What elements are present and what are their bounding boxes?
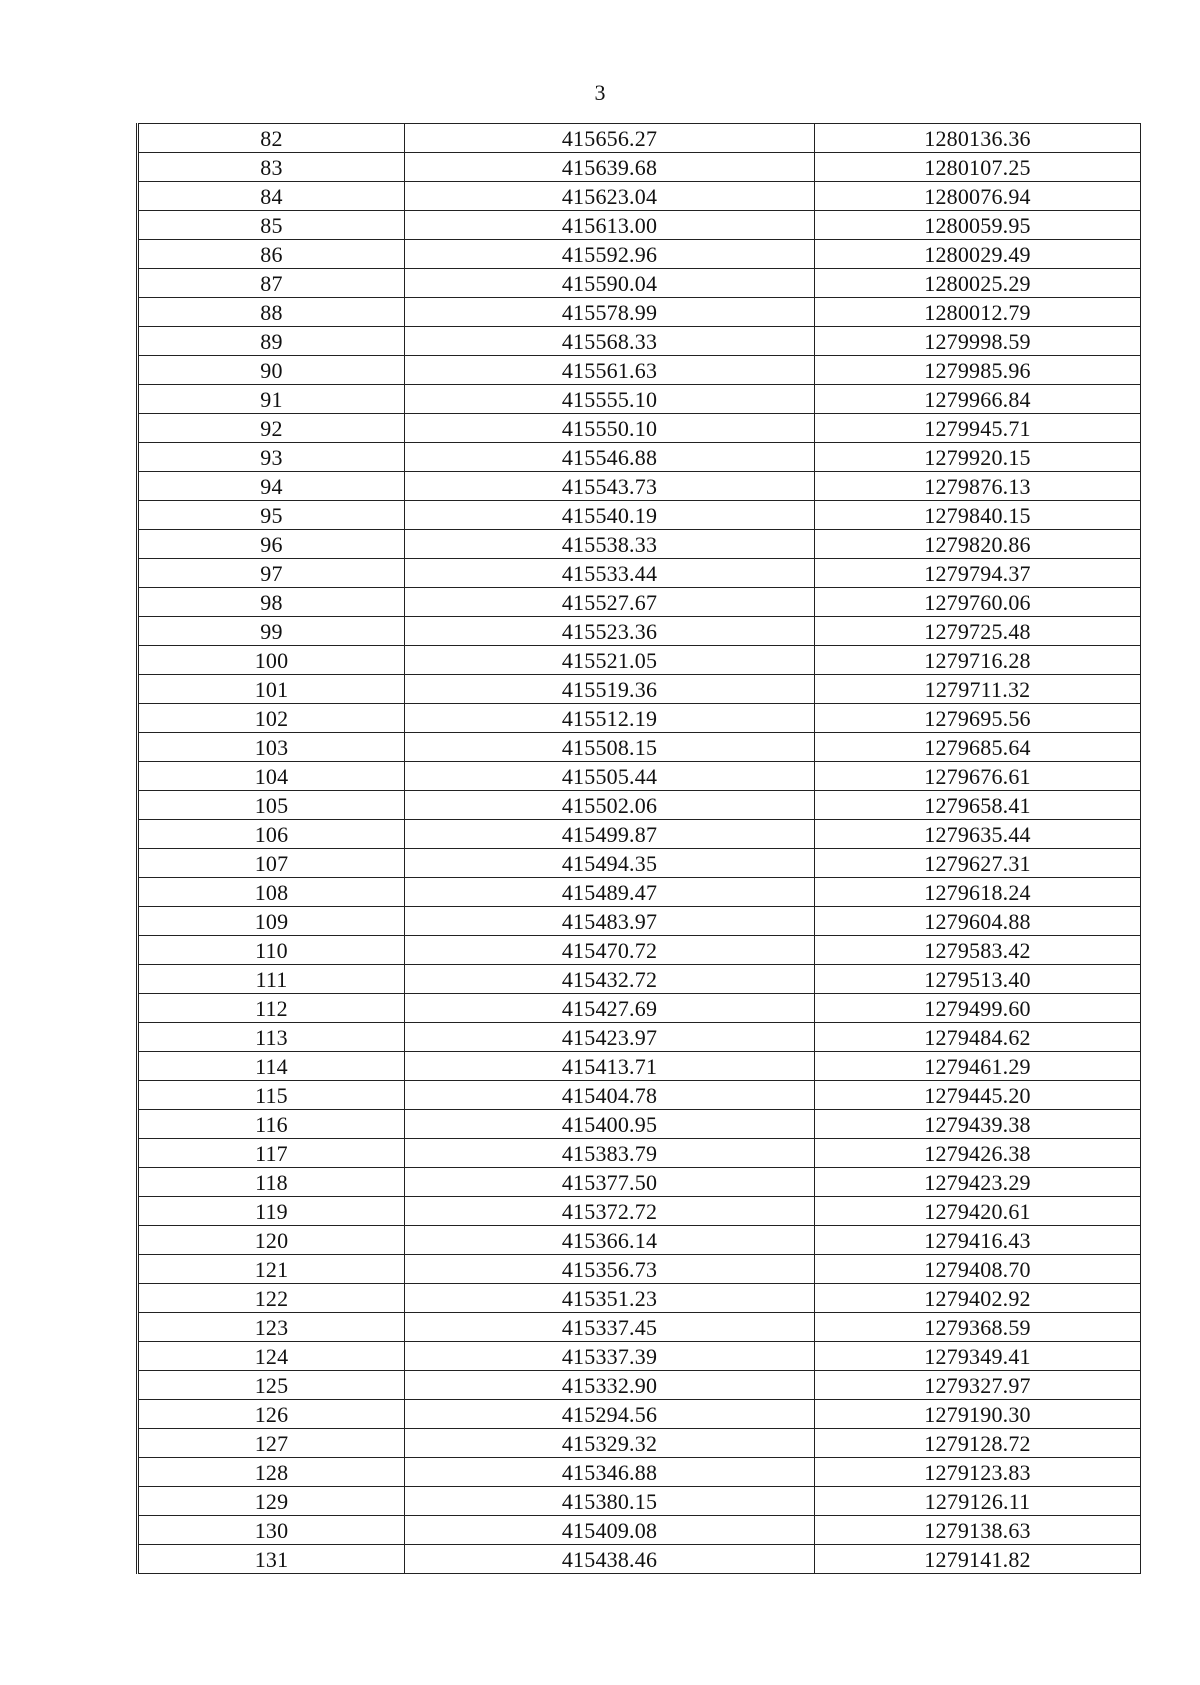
y-coordinate-cell: 1279123.83	[815, 1458, 1141, 1487]
point-number-cell: 83	[138, 153, 405, 182]
point-number-cell: 95	[138, 501, 405, 530]
y-coordinate-cell: 1280025.29	[815, 269, 1141, 298]
point-number-cell: 108	[138, 878, 405, 907]
point-number-cell: 110	[138, 936, 405, 965]
y-coordinate-cell: 1279583.42	[815, 936, 1141, 965]
x-coordinate-cell: 415400.95	[405, 1110, 815, 1139]
y-coordinate-cell: 1279484.62	[815, 1023, 1141, 1052]
y-coordinate-cell: 1279190.30	[815, 1400, 1141, 1429]
x-coordinate-cell: 415523.36	[405, 617, 815, 646]
point-number-cell: 99	[138, 617, 405, 646]
point-number-cell: 109	[138, 907, 405, 936]
table-row	[138, 1197, 1141, 1226]
point-number-cell: 102	[138, 704, 405, 733]
table-row	[138, 849, 1141, 878]
point-number-cell: 130	[138, 1516, 405, 1545]
point-number-cell: 111	[138, 965, 405, 994]
point-number-cell: 90	[138, 356, 405, 385]
point-number-cell: 103	[138, 733, 405, 762]
y-coordinate-cell: 1279618.24	[815, 878, 1141, 907]
x-coordinate-cell: 415332.90	[405, 1371, 815, 1400]
x-coordinate-cell: 415568.33	[405, 327, 815, 356]
table-row	[138, 414, 1141, 443]
point-number-cell: 84	[138, 182, 405, 211]
y-coordinate-cell: 1279420.61	[815, 1197, 1141, 1226]
x-coordinate-cell: 415555.10	[405, 385, 815, 414]
y-coordinate-cell: 1279716.28	[815, 646, 1141, 675]
x-coordinate-cell: 415590.04	[405, 269, 815, 298]
table-row	[138, 1313, 1141, 1342]
point-number-cell: 112	[138, 994, 405, 1023]
table-row	[138, 936, 1141, 965]
x-coordinate-cell: 415502.06	[405, 791, 815, 820]
point-number-cell: 89	[138, 327, 405, 356]
x-coordinate-cell: 415521.05	[405, 646, 815, 675]
x-coordinate-cell: 415413.71	[405, 1052, 815, 1081]
table-body	[138, 124, 1141, 1574]
table-row	[138, 1052, 1141, 1081]
table-row	[138, 1284, 1141, 1313]
y-coordinate-cell: 1279128.72	[815, 1429, 1141, 1458]
table-row	[138, 1516, 1141, 1545]
point-number-cell: 97	[138, 559, 405, 588]
y-coordinate-cell: 1279141.82	[815, 1545, 1141, 1574]
point-number-cell: 118	[138, 1168, 405, 1197]
table-row	[138, 269, 1141, 298]
page-number: 3	[594, 80, 606, 105]
y-coordinate-cell: 1280136.36	[815, 124, 1141, 153]
table-row	[138, 472, 1141, 501]
y-coordinate-cell: 1279876.13	[815, 472, 1141, 501]
x-coordinate-cell: 415423.97	[405, 1023, 815, 1052]
point-number-cell: 125	[138, 1371, 405, 1400]
x-coordinate-cell: 415578.99	[405, 298, 815, 327]
point-number-cell: 82	[138, 124, 405, 153]
point-number-cell: 119	[138, 1197, 405, 1226]
table-row	[138, 820, 1141, 849]
point-number-cell: 87	[138, 269, 405, 298]
table-row	[138, 1081, 1141, 1110]
table-row	[138, 124, 1141, 153]
point-number-cell: 93	[138, 443, 405, 472]
table-row	[138, 791, 1141, 820]
x-coordinate-cell: 415508.15	[405, 733, 815, 762]
point-number-cell: 92	[138, 414, 405, 443]
table-row	[138, 385, 1141, 414]
y-coordinate-cell: 1279408.70	[815, 1255, 1141, 1284]
x-coordinate-cell: 415483.97	[405, 907, 815, 936]
x-coordinate-cell: 415377.50	[405, 1168, 815, 1197]
table-row	[138, 211, 1141, 240]
y-coordinate-cell: 1279685.64	[815, 733, 1141, 762]
point-number-cell: 101	[138, 675, 405, 704]
y-coordinate-cell: 1279840.15	[815, 501, 1141, 530]
table-row	[138, 1429, 1141, 1458]
y-coordinate-cell: 1279439.38	[815, 1110, 1141, 1139]
y-coordinate-cell: 1279513.40	[815, 965, 1141, 994]
y-coordinate-cell: 1279368.59	[815, 1313, 1141, 1342]
table-row	[138, 1255, 1141, 1284]
y-coordinate-cell: 1279423.29	[815, 1168, 1141, 1197]
x-coordinate-cell: 415656.27	[405, 124, 815, 153]
y-coordinate-cell: 1280012.79	[815, 298, 1141, 327]
point-number-cell: 117	[138, 1139, 405, 1168]
point-number-cell: 100	[138, 646, 405, 675]
y-coordinate-cell: 1279327.97	[815, 1371, 1141, 1400]
x-coordinate-cell: 415356.73	[405, 1255, 815, 1284]
x-coordinate-cell: 415527.67	[405, 588, 815, 617]
table-row	[138, 994, 1141, 1023]
table-row	[138, 1023, 1141, 1052]
table-row	[138, 965, 1141, 994]
table-row	[138, 298, 1141, 327]
table-row	[138, 443, 1141, 472]
x-coordinate-cell: 415613.00	[405, 211, 815, 240]
table-row	[138, 1342, 1141, 1371]
table-row	[138, 675, 1141, 704]
x-coordinate-cell: 415546.88	[405, 443, 815, 472]
coordinate-table	[136, 123, 1141, 1574]
table-row	[138, 588, 1141, 617]
y-coordinate-cell: 1279627.31	[815, 849, 1141, 878]
point-number-cell: 129	[138, 1487, 405, 1516]
y-coordinate-cell: 1279126.11	[815, 1487, 1141, 1516]
y-coordinate-cell: 1279349.41	[815, 1342, 1141, 1371]
point-number-cell: 85	[138, 211, 405, 240]
x-coordinate-cell: 415489.47	[405, 878, 815, 907]
y-coordinate-cell: 1279711.32	[815, 675, 1141, 704]
y-coordinate-cell: 1279966.84	[815, 385, 1141, 414]
x-coordinate-cell: 415427.69	[405, 994, 815, 1023]
table-row	[138, 182, 1141, 211]
x-coordinate-cell: 415346.88	[405, 1458, 815, 1487]
table-row	[138, 762, 1141, 791]
x-coordinate-cell: 415372.72	[405, 1197, 815, 1226]
point-number-cell: 96	[138, 530, 405, 559]
y-coordinate-cell: 1279945.71	[815, 414, 1141, 443]
point-number-cell: 88	[138, 298, 405, 327]
x-coordinate-cell: 415538.33	[405, 530, 815, 559]
y-coordinate-cell: 1279794.37	[815, 559, 1141, 588]
x-coordinate-cell: 415438.46	[405, 1545, 815, 1574]
point-number-cell: 116	[138, 1110, 405, 1139]
x-coordinate-cell: 415639.68	[405, 153, 815, 182]
point-number-cell: 128	[138, 1458, 405, 1487]
x-coordinate-cell: 415550.10	[405, 414, 815, 443]
table-row	[138, 1110, 1141, 1139]
table-row	[138, 1371, 1141, 1400]
y-coordinate-cell: 1279416.43	[815, 1226, 1141, 1255]
table-row	[138, 646, 1141, 675]
x-coordinate-cell: 415561.63	[405, 356, 815, 385]
point-number-cell: 114	[138, 1052, 405, 1081]
x-coordinate-cell: 415512.19	[405, 704, 815, 733]
point-number-cell: 107	[138, 849, 405, 878]
table-row	[138, 878, 1141, 907]
point-number-cell: 126	[138, 1400, 405, 1429]
table-row	[138, 1226, 1141, 1255]
x-coordinate-cell: 415432.72	[405, 965, 815, 994]
y-coordinate-cell: 1279499.60	[815, 994, 1141, 1023]
table-row	[138, 1168, 1141, 1197]
table-row	[138, 907, 1141, 936]
y-coordinate-cell: 1279138.63	[815, 1516, 1141, 1545]
point-number-cell: 115	[138, 1081, 405, 1110]
y-coordinate-cell: 1279635.44	[815, 820, 1141, 849]
x-coordinate-cell: 415337.39	[405, 1342, 815, 1371]
table-row	[138, 1139, 1141, 1168]
y-coordinate-cell: 1279426.38	[815, 1139, 1141, 1168]
y-coordinate-cell: 1279985.96	[815, 356, 1141, 385]
y-coordinate-cell: 1279658.41	[815, 791, 1141, 820]
y-coordinate-cell: 1280076.94	[815, 182, 1141, 211]
x-coordinate-cell: 415533.44	[405, 559, 815, 588]
x-coordinate-cell: 415383.79	[405, 1139, 815, 1168]
y-coordinate-cell: 1279820.86	[815, 530, 1141, 559]
point-number-cell: 121	[138, 1255, 405, 1284]
x-coordinate-cell: 415351.23	[405, 1284, 815, 1313]
x-coordinate-cell: 415540.19	[405, 501, 815, 530]
x-coordinate-cell: 415337.45	[405, 1313, 815, 1342]
point-number-cell: 105	[138, 791, 405, 820]
table-row	[138, 501, 1141, 530]
table-row	[138, 559, 1141, 588]
x-coordinate-cell: 415294.56	[405, 1400, 815, 1429]
y-coordinate-cell: 1279695.56	[815, 704, 1141, 733]
table-row	[138, 733, 1141, 762]
table-row	[138, 617, 1141, 646]
x-coordinate-cell: 415519.36	[405, 675, 815, 704]
x-coordinate-cell: 415380.15	[405, 1487, 815, 1516]
table-row	[138, 1458, 1141, 1487]
point-number-cell: 131	[138, 1545, 405, 1574]
y-coordinate-cell: 1280107.25	[815, 153, 1141, 182]
y-coordinate-cell: 1280029.49	[815, 240, 1141, 269]
table-row	[138, 153, 1141, 182]
x-coordinate-cell: 415404.78	[405, 1081, 815, 1110]
table-row	[138, 1400, 1141, 1429]
y-coordinate-cell: 1279461.29	[815, 1052, 1141, 1081]
y-coordinate-cell: 1279445.20	[815, 1081, 1141, 1110]
table-row	[138, 704, 1141, 733]
point-number-cell: 127	[138, 1429, 405, 1458]
table-row	[138, 1545, 1141, 1574]
point-number-cell: 113	[138, 1023, 405, 1052]
y-coordinate-cell: 1279725.48	[815, 617, 1141, 646]
table-row	[138, 530, 1141, 559]
x-coordinate-cell: 415494.35	[405, 849, 815, 878]
point-number-cell: 98	[138, 588, 405, 617]
x-coordinate-cell: 415409.08	[405, 1516, 815, 1545]
x-coordinate-cell: 415499.87	[405, 820, 815, 849]
x-coordinate-cell: 415592.96	[405, 240, 815, 269]
point-number-cell: 86	[138, 240, 405, 269]
point-number-cell: 91	[138, 385, 405, 414]
table-row	[138, 240, 1141, 269]
point-number-cell: 106	[138, 820, 405, 849]
y-coordinate-cell: 1279920.15	[815, 443, 1141, 472]
point-number-cell: 123	[138, 1313, 405, 1342]
table-row	[138, 1487, 1141, 1516]
x-coordinate-cell: 415543.73	[405, 472, 815, 501]
y-coordinate-cell: 1279402.92	[815, 1284, 1141, 1313]
y-coordinate-cell: 1279604.88	[815, 907, 1141, 936]
x-coordinate-cell: 415366.14	[405, 1226, 815, 1255]
point-number-cell: 122	[138, 1284, 405, 1313]
y-coordinate-cell: 1279760.06	[815, 588, 1141, 617]
point-number-cell: 104	[138, 762, 405, 791]
x-coordinate-cell: 415470.72	[405, 936, 815, 965]
y-coordinate-cell: 1280059.95	[815, 211, 1141, 240]
x-coordinate-cell: 415505.44	[405, 762, 815, 791]
y-coordinate-cell: 1279676.61	[815, 762, 1141, 791]
x-coordinate-cell: 415623.04	[405, 182, 815, 211]
point-number-cell: 124	[138, 1342, 405, 1371]
table-row	[138, 327, 1141, 356]
point-number-cell: 120	[138, 1226, 405, 1255]
x-coordinate-cell: 415329.32	[405, 1429, 815, 1458]
y-coordinate-cell: 1279998.59	[815, 327, 1141, 356]
table-row	[138, 356, 1141, 385]
point-number-cell: 94	[138, 472, 405, 501]
